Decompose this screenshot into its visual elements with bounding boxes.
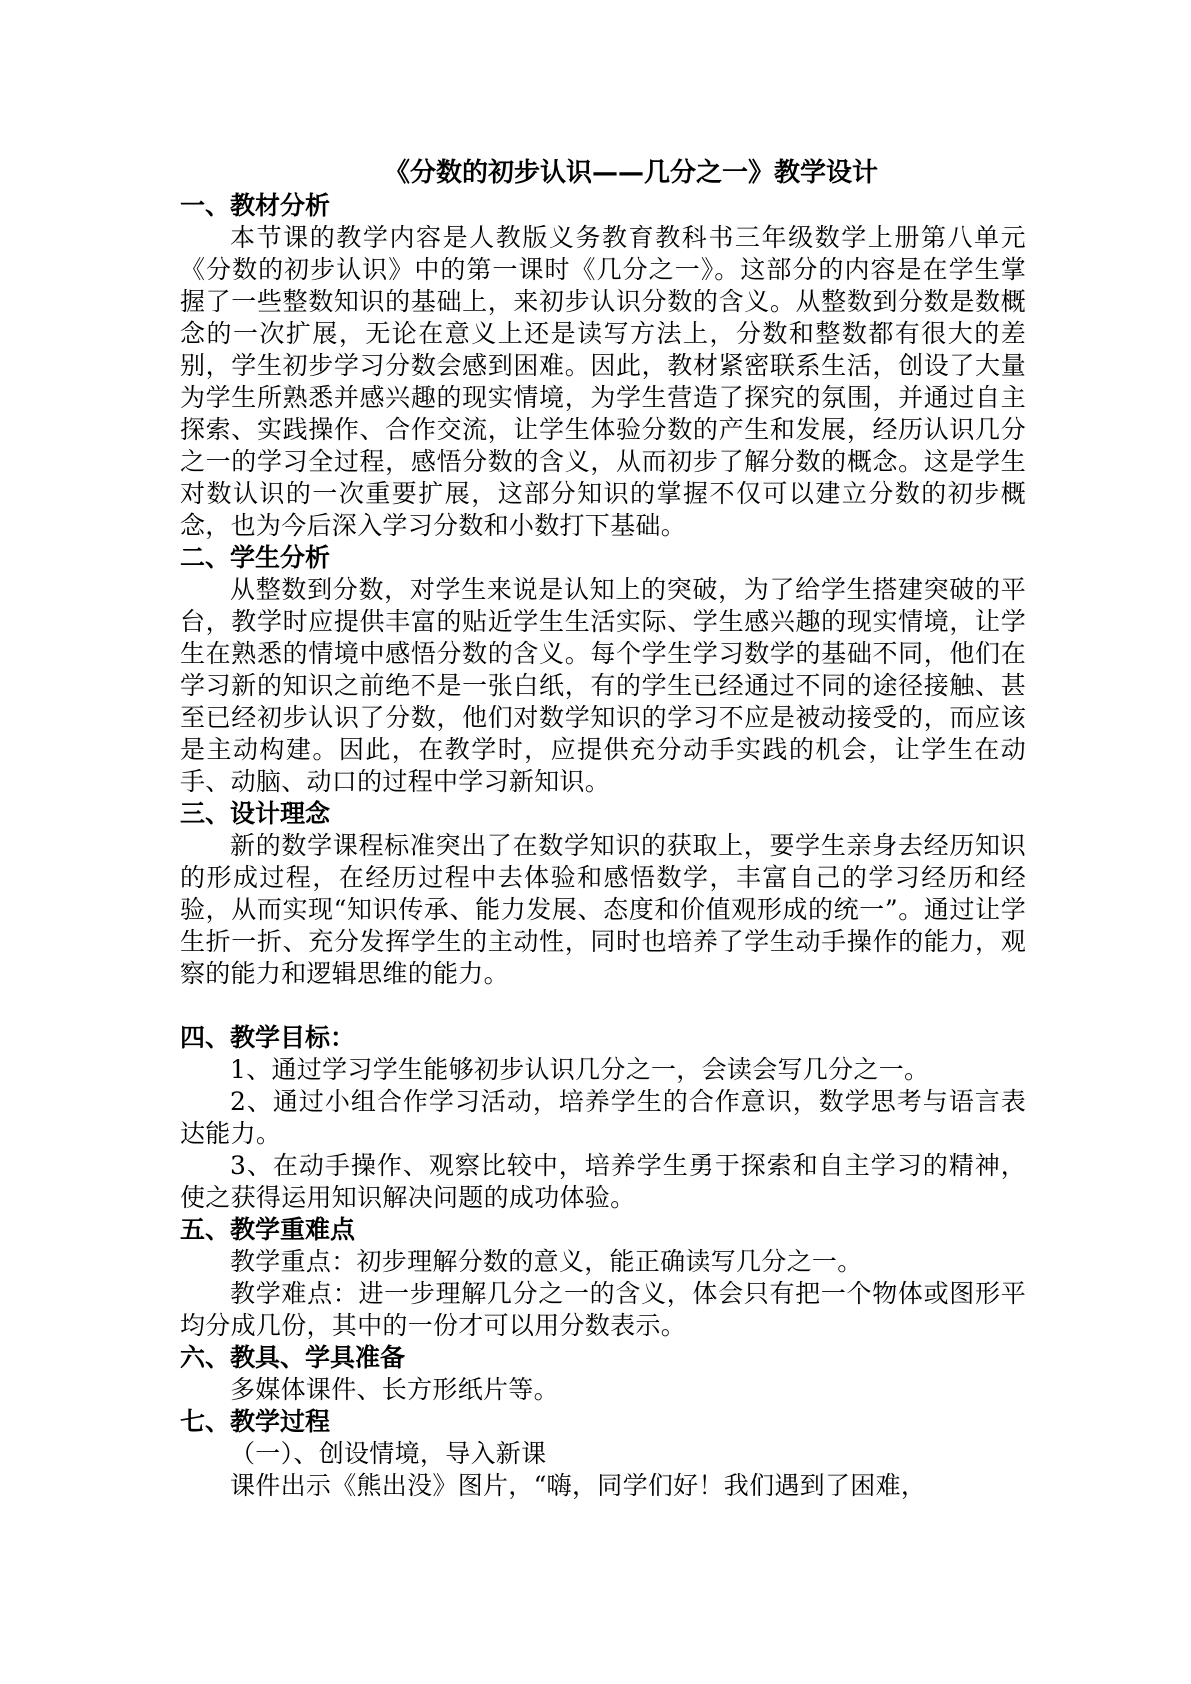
section-heading: 六、教具、学具准备	[180, 1343, 406, 1372]
paragraph: 2、通过小组合作学习活动，培养学生的合作意识，数学思考与语言表达能力。	[180, 1087, 1026, 1148]
document-title: 《分数的初步认识——几分之一》教学设计	[383, 158, 878, 188]
section-key-points	[180, 1214, 1026, 1342]
document-page	[180, 156, 1026, 1502]
section-materials	[180, 1342, 1026, 1406]
section-heading: 七、教学过程	[180, 1407, 331, 1436]
paragraph: 多媒体课件、长方形纸片等。	[230, 1375, 559, 1404]
paragraph: 教学重点：初步理解分数的意义，能正确读写几分之一。	[230, 1247, 863, 1276]
paragraph: 1、通过学习学生能够初步认识几分之一，会读会写几分之一。	[230, 1055, 930, 1084]
paragraph: 3、在动手操作、观察比较中，培养学生勇于探索和自主学习的精神，使之获得运用知识解决问题的成功体验。	[180, 1151, 1026, 1212]
section-heading: 四、教学目标：	[180, 1023, 356, 1052]
section-heading: 一、教材分析	[180, 191, 331, 220]
paragraph: 课件出示《熊出没》图片，“嗨，同学们好！我们遇到了困难，	[230, 1471, 927, 1500]
section-design-concept	[180, 798, 1026, 990]
section-heading: 二、学生分析	[180, 543, 331, 572]
paragraph: 教学难点：进一步理解几分之一的含义，体会只有把一个物体或图形平均分成几份，其中的一份才可以用分数表示。	[180, 1279, 1026, 1340]
paragraph: 新的数学课程标准突出了在数学知识的获取上，要学生亲身去经历知识的形成过程，在经历过程中去体验和感悟数学，丰富自己的学习经历和经验，从而实现“知识传承、能力发展、态度和价值观形成的统一”。通过让学生折一折、充分发挥学生的主动性，同时也培养了学生动手操作的能力，观察的能力和逻辑思维的能力。	[180, 831, 1026, 988]
section-heading: 五、教学重难点	[180, 1215, 356, 1244]
section-textbook-analysis	[180, 190, 1026, 542]
paragraph: 从整数到分数，对学生来说是认知上的突破，为了给学生搭建突破的平台，教学时应提供丰富的贴近学生生活实际、学生感兴趣的现实情境，让学生在熟悉的情境中感悟分数的含义。每个学生学习数学的基础不同，他们在学习新的知识之前绝不是一张白纸，有的学生已经通过不同的途径接触、甚至已经初步认识了分数，他们对数学知识的学习不应是被动接受的，而应该是主动构建。因此，在教学时，应提供充分动手实践的机会，让学生在动手、动脑、动口的过程中学习新知识。	[180, 575, 1026, 796]
section-student-analysis	[180, 542, 1026, 798]
blank-line	[180, 990, 1026, 1022]
paragraph: 本节课的教学内容是人教版义务教育教科书三年级数学上册第八单元《分数的初步认识》中的第一课时《几分之一》。这部分的内容是在学生掌握了一些整数知识的基础上，来初步认识分数的含义。从整数到分数是数概念的一次扩展，无论在意义上还是读写方法上，分数和整数都有很大的差别，学生初步学习分数会感到困难。因此，教材紧密联系生活，创设了大量为学生所熟悉并感兴趣的现实情境，为学生营造了探究的氛围，并通过自主探索、实践操作、合作交流，让学生体验分数的产生和发展，经历认识几分之一的学习全过程，感悟分数的含义，从而初步了解分数的概念。这是学生对数认识的一次重要扩展，这部分知识的掌握不仅可以建立分数的初步概念，也为今后深入学习分数和小数打下基础。	[180, 223, 1026, 540]
section-teaching-process	[180, 1406, 1026, 1502]
section-heading: 三、设计理念	[180, 799, 331, 828]
section-teaching-goals	[180, 1022, 1026, 1214]
paragraph: （一）、创设情境，导入新课	[230, 1439, 547, 1468]
